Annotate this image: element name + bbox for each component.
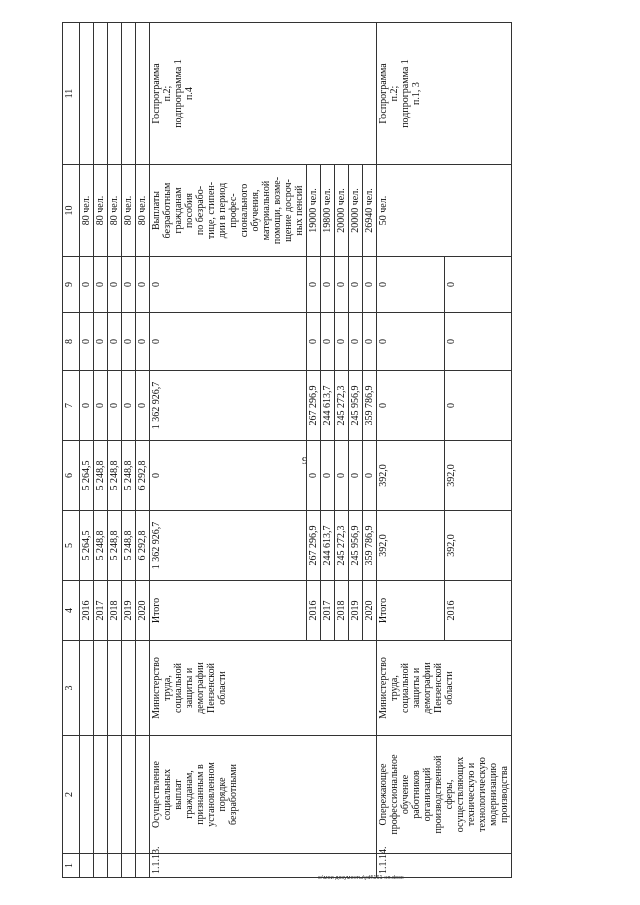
cell-other: 0 [363,257,377,313]
cell-line: по безрабо- [195,185,206,236]
cell-year: 2020 [363,581,377,641]
cell-total: 267 296,9 [307,511,321,581]
cell-num [80,854,94,878]
cell-line: Пензенской [433,663,444,713]
cell-org [150,641,377,736]
cell-name [80,736,94,854]
cell-name [94,736,108,854]
budget-table [62,22,512,878]
cell-municipal: 0 [108,313,122,371]
cell-other: 0 [335,257,349,313]
cell-line: социальных [162,768,173,821]
column-header-1: 1 [63,854,80,878]
cell-municipal: 0 [377,313,445,371]
continued-rows [80,23,150,878]
cell-name [377,736,512,854]
cell-line: щение досроч- [283,179,294,242]
cell-federal: 0 [444,371,512,441]
cell-line: области [444,671,455,705]
cell-line: ных пенсий [294,185,305,236]
cell-year: 2019 [349,581,363,641]
cell-line: обучение [400,774,411,815]
cell-total: 1 362 926,7 [150,511,307,581]
cell-line: защиты и [411,667,422,709]
cell-total: 392,0 [444,511,512,581]
cell-municipal: 0 [349,313,363,371]
cell-num: 1.1.13. [150,854,377,878]
cell-org [377,641,512,736]
cell-org [108,641,122,736]
row-1-1-14 [377,23,512,878]
cell-year: Итого [150,581,307,641]
column-header-7: 7 [63,371,80,441]
cell-line: выплат [173,779,184,810]
cell-line: тице, стипен- [206,181,217,240]
cell-municipal: 0 [94,313,108,371]
cell-line: 50 чел. [378,195,389,226]
cell-municipal: 0 [80,313,94,371]
cell-municipal: 0 [444,313,512,371]
table-row [150,23,307,878]
cell-other: 0 [349,257,363,313]
cell-line: подпрограмма 1 [400,59,411,128]
cell-line: профес- [228,193,239,228]
cell-federal: 267 296,9 [307,371,321,441]
cell-line: гражданам [173,187,184,234]
cell-indicator: 26940 чел. [363,165,377,257]
cell-regional: 0 [363,441,377,511]
cell-federal: 244 613,7 [321,371,335,441]
cell-indicator [150,165,307,257]
cell-org [122,641,136,736]
cell-line: дии в период [217,182,228,239]
cell-line: Министерство [378,657,389,719]
cell-municipal: 0 [335,313,349,371]
cell-line: п.2; [389,85,400,102]
cell-year: 2018 [335,581,349,641]
cell-indicator: 19000 чел. [307,165,321,257]
cell-line: безработными [228,764,239,825]
cell-regional: 5 248,8 [94,441,108,511]
cell-name [108,736,122,854]
cell-total: 5 248,8 [108,511,122,581]
cell-municipal: 0 [307,313,321,371]
cell-other: 0 [321,257,335,313]
cell-total: 245 272,3 [335,511,349,581]
cell-other: 0 [444,257,512,313]
cell-name [150,736,377,854]
cell-federal: 0 [136,371,150,441]
cell-year: 2016 [307,581,321,641]
cell-federal: 0 [377,371,445,441]
cell-regional: 0 [321,441,335,511]
cell-indicator: 80 чел. [80,165,94,257]
cell-line: труда, [162,675,173,701]
cell-line: социальной [400,663,411,713]
cell-other: 0 [122,257,136,313]
column-header-8: 8 [63,313,80,371]
cell-line: производства [499,766,510,823]
cell-total: 359 786,9 [363,511,377,581]
cell-program [150,23,377,165]
cell-total: 245 956,9 [349,511,363,581]
cell-program [80,23,94,165]
cell-line: Министерство [151,657,162,719]
cell-year: 2016 [80,581,94,641]
cell-line: п.1, 3 [411,82,422,105]
cell-line: технологическую [477,757,488,832]
cell-line: п.2; [162,85,173,102]
cell-line: демографии [195,662,206,714]
cell-regional: 5 248,8 [108,441,122,511]
cell-line: признанным в [195,764,206,825]
page-number: 9 [302,455,308,467]
column-header-5: 5 [63,511,80,581]
cell-line: установленном [206,762,217,827]
cell-municipal: 0 [150,313,307,371]
cell-line: Выплаты [151,191,162,230]
cell-line: Госпрограмма [378,63,389,124]
cell-line: безработным [162,182,173,239]
cell-municipal: 0 [122,313,136,371]
cell-federal: 245 272,3 [335,371,349,441]
cell-regional: 6 292,8 [136,441,150,511]
cell-org [80,641,94,736]
cell-line: п.4 [184,87,195,100]
cell-federal: 0 [108,371,122,441]
cell-line: производственной [433,755,444,834]
cell-municipal: 0 [363,313,377,371]
cell-line: материальной [261,180,272,241]
cell-total: 5 264,5 [80,511,94,581]
cell-name [136,736,150,854]
cell-federal: 0 [80,371,94,441]
column-header-9: 9 [63,257,80,313]
cell-line: Госпрограмма [151,63,162,124]
table-row [80,23,94,878]
cell-federal: 0 [122,371,136,441]
cell-total: 6 292,8 [136,511,150,581]
cell-other: 0 [80,257,94,313]
cell-year: Итого [377,581,445,641]
cell-federal: 0 [94,371,108,441]
cell-program [377,23,512,165]
cell-year: 2016 [444,581,512,641]
cell-year: 2017 [94,581,108,641]
cell-year: 2017 [321,581,335,641]
cell-line: профессиональное [389,754,400,835]
cell-line: демографии [422,662,433,714]
cell-num [136,854,150,878]
cell-total: 392,0 [377,511,445,581]
column-header-11: 11 [63,23,80,165]
table-row [377,23,445,878]
table-row [94,23,108,878]
cell-line: порядке [217,777,228,812]
cell-line: Пензенской [206,663,217,713]
cell-other: 0 [136,257,150,313]
cell-line: Осуществление [151,761,162,828]
cell-federal: 1 362 926,7 [150,371,307,441]
cell-num [108,854,122,878]
rotated-table-container [62,23,570,878]
table-row [136,23,150,878]
cell-federal: 359 786,9 [363,371,377,441]
cell-indicator: 80 чел. [122,165,136,257]
cell-line: подпрограмма 1 [173,59,184,128]
cell-program [136,23,150,165]
cell-line: гражданам, [184,770,195,819]
row-1-1-13 [150,23,377,878]
cell-line: помощи, возме- [272,176,283,245]
cell-line: работников [411,770,422,819]
column-header-2: 2 [63,736,80,854]
column-header-4: 4 [63,581,80,641]
cell-name [122,736,136,854]
cell-indicator: 20000 чел. [335,165,349,257]
table-row [108,23,122,878]
cell-program [122,23,136,165]
cell-regional: 392,0 [444,441,512,511]
cell-year: 2019 [122,581,136,641]
cell-indicator [377,165,512,257]
cell-line: обучения, [250,189,261,232]
cell-regional: 5 264,5 [80,441,94,511]
footer-file-path: c:\мои документы\ydf\161-нп.docx [318,875,404,881]
cell-line: области [217,671,228,705]
cell-org [94,641,108,736]
header-row [63,23,80,878]
cell-total: 5 248,8 [122,511,136,581]
cell-indicator: 20000 чел. [349,165,363,257]
cell-line: Опережающее [378,763,389,826]
cell-indicator: 19800 чел. [321,165,335,257]
cell-other: 0 [150,257,307,313]
column-header-3: 3 [63,641,80,736]
cell-program [94,23,108,165]
cell-line: сферы, [444,779,455,810]
cell-line: осуществляющих [455,756,466,833]
cell-indicator: 80 чел. [136,165,150,257]
cell-line: социальной [173,663,184,713]
table-row [122,23,136,878]
cell-total: 244 613,7 [321,511,335,581]
cell-num [122,854,136,878]
cell-year: 2020 [136,581,150,641]
cell-line: сионального [239,183,250,238]
cell-year: 2018 [108,581,122,641]
cell-federal: 245 956,9 [349,371,363,441]
cell-line: техническую и [466,762,477,827]
cell-line: труда, [389,675,400,701]
cell-indicator: 80 чел. [108,165,122,257]
cell-line: пособия [184,192,195,229]
cell-regional: 5 248,8 [122,441,136,511]
cell-regional: 0 [335,441,349,511]
cell-num: 1.1.14. [377,854,512,878]
cell-other: 0 [94,257,108,313]
column-header-10: 10 [63,165,80,257]
cell-municipal: 0 [136,313,150,371]
cell-program [108,23,122,165]
cell-regional: 0 [307,441,321,511]
cell-other: 0 [307,257,321,313]
cell-line: модернизацию [488,763,499,826]
cell-num [94,854,108,878]
cell-other: 0 [377,257,445,313]
cell-org [136,641,150,736]
cell-other: 0 [108,257,122,313]
cell-total: 5 248,8 [94,511,108,581]
cell-line: организаций [422,767,433,822]
cell-line: защиты и [184,667,195,709]
column-header-6: 6 [63,441,80,511]
cell-indicator: 80 чел. [94,165,108,257]
cell-regional: 0 [349,441,363,511]
cell-municipal: 0 [321,313,335,371]
cell-regional: 392,0 [377,441,445,511]
cell-regional: 0 [150,441,307,511]
